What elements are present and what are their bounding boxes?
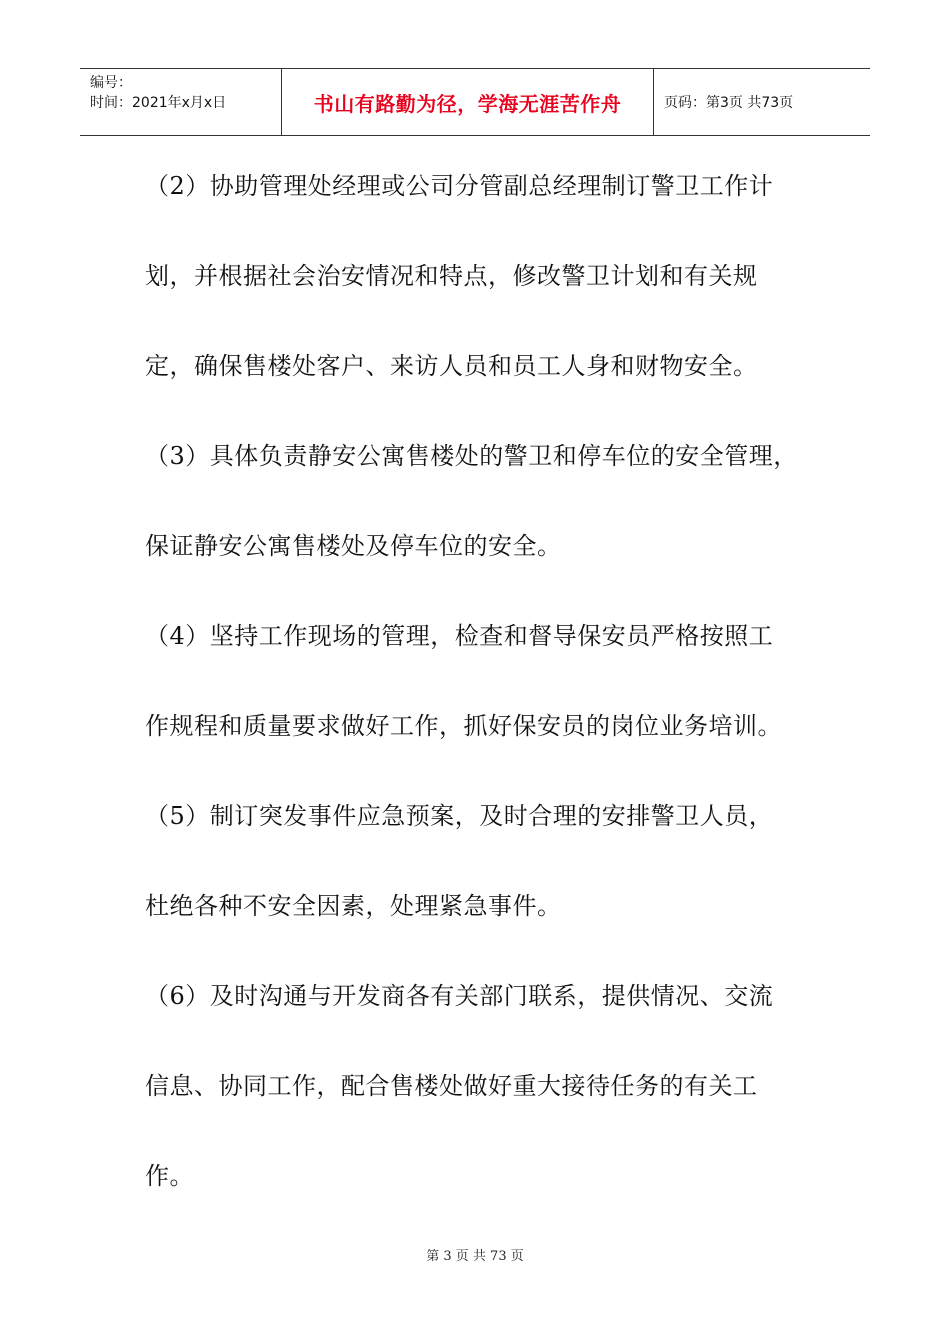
header-page-cell — [654, 69, 870, 135]
body-line: 保证静安公寓售楼处及停车位的安全。 — [145, 532, 562, 560]
document-date: 时间：2021年x月x日 — [90, 95, 227, 111]
page-footer: 第 3 页 共 73 页 — [426, 1249, 524, 1264]
body-line: （4）坚持工作现场的管理，检查和督导保安员严格按照工 — [145, 622, 774, 650]
header-motto-cell — [282, 69, 654, 135]
body-line: （5）制订突发事件应急预案，及时合理的安排警卫人员， — [145, 802, 774, 830]
body-line: 信息、协同工作，配合售楼处做好重大接待任务的有关工 — [145, 1072, 758, 1100]
header-page-info: 页码：第3页 共73页 — [664, 95, 794, 111]
body-line: 划，并根据社会治安情况和特点，修改警卫计划和有关规 — [145, 262, 758, 290]
body-line: 作。 — [145, 1162, 194, 1190]
header-motto: 书山有路勤为径，学海无涯苦作舟 — [313, 91, 622, 116]
document-header — [80, 68, 870, 136]
header-meta-cell — [80, 69, 282, 135]
body-line: （2）协助管理处经理或公司分管副总经理制订警卫工作计 — [145, 172, 774, 200]
body-line: 定，确保售楼处客户、来访人员和员工人身和财物安全。 — [145, 352, 758, 380]
body-line: （3）具体负责静安公寓售楼处的警卫和停车位的安全管理， — [145, 442, 798, 470]
body-line: 杜绝各种不安全因素，处理紧急事件。 — [145, 892, 562, 920]
body-line: （6）及时沟通与开发商各有关部门联系，提供情况、交流 — [145, 982, 774, 1010]
document-body — [145, 162, 815, 1242]
document-number-label: 编号： — [90, 75, 132, 91]
body-line: 作规程和质量要求做好工作，抓好保安员的岗位业务培训。 — [145, 712, 782, 740]
